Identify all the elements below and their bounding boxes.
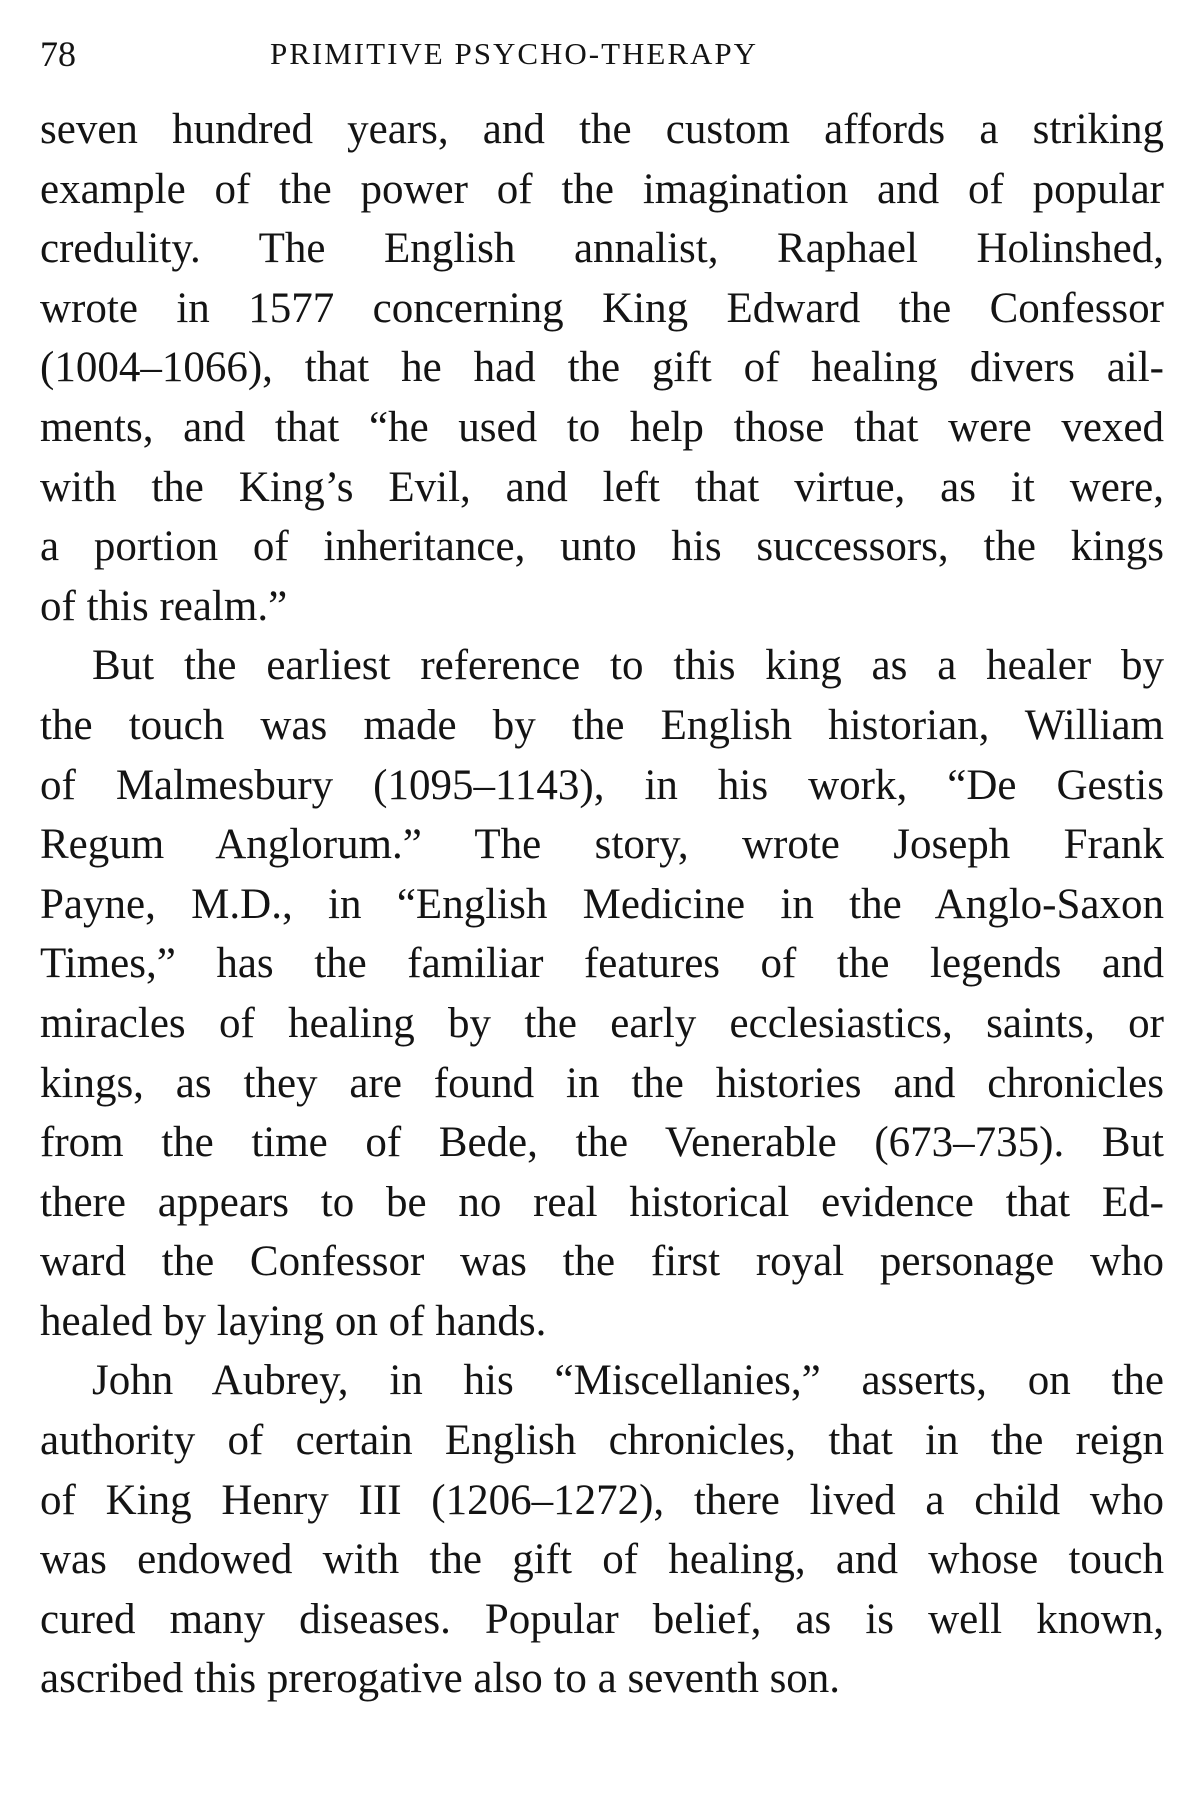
text-line: kings, as they are found in the histories and chronicles: [40, 1059, 1164, 1107]
paragraph-2: [40, 636, 1164, 1351]
text-line: with the King’s Evil, and left that virtue, as it were,: [40, 463, 1164, 511]
text-line: example of the power of the imagination and of popular: [40, 165, 1164, 213]
text-line: ascribed this prerogative also to a seventh son.: [40, 1655, 841, 1703]
text-line: But the earliest reference to this king as a healer by: [92, 642, 1164, 690]
text-line: from the time of Bede, the Venerable (673–735). But: [40, 1119, 1164, 1167]
text-line: credulity. The English annalist, Raphael Holinshed,: [40, 225, 1164, 273]
text-line: seven hundred years, and the custom affords a striking: [40, 106, 1164, 153]
text-line: the touch was made by the English historian, William: [40, 701, 1164, 749]
running-head: [40, 30, 1164, 78]
text-line: Payne, M.D., in “English Medicine in the Anglo-Saxon: [40, 880, 1164, 928]
page-number: 78: [40, 34, 76, 74]
body-text: [40, 100, 1164, 1709]
text-line: Times,” has the familiar features of the legends and: [40, 940, 1164, 988]
text-line: wrote in 1577 concerning King Edward the Confessor: [40, 284, 1164, 332]
text-line: cured many diseases. Popular belief, as is well known,: [40, 1595, 1164, 1643]
paragraph-3: [40, 1351, 1164, 1709]
text-line: ward the Confessor was the first royal personage who: [40, 1238, 1164, 1286]
text-line: healed by laying on of hands.: [40, 1297, 547, 1345]
text-line: was endowed with the gift of healing, and whose touch: [40, 1536, 1164, 1584]
text-line: ments, and that “he used to help those that were vexed: [40, 403, 1164, 451]
text-line: miracles of healing by the early ecclesiastics, saints, or: [40, 999, 1164, 1047]
running-title: PRIMITIVE PSYCHO-THERAPY: [270, 36, 759, 71]
text-line: John Aubrey, in his “Miscellanies,” asserts, on the: [92, 1357, 1164, 1405]
text-line: (1004–1066), that he had the gift of healing divers ail-: [40, 344, 1164, 392]
text-line: authority of certain English chronicles, that in the reign: [40, 1417, 1164, 1465]
paragraph-1: [40, 100, 1164, 636]
text-line: of this realm.”: [40, 582, 288, 630]
text-line: of Malmesbury (1095–1143), in his work, “De Gestis: [40, 761, 1164, 809]
text-line: Regum Anglorum.” The story, wrote Joseph Frank: [40, 821, 1164, 869]
text-line: a portion of inheritance, unto his successors, the kings: [40, 523, 1164, 571]
text-line: of King Henry III (1206–1272), there lived a child who: [40, 1476, 1164, 1524]
text-line: there appears to be no real historical evidence that Ed-: [40, 1178, 1164, 1226]
